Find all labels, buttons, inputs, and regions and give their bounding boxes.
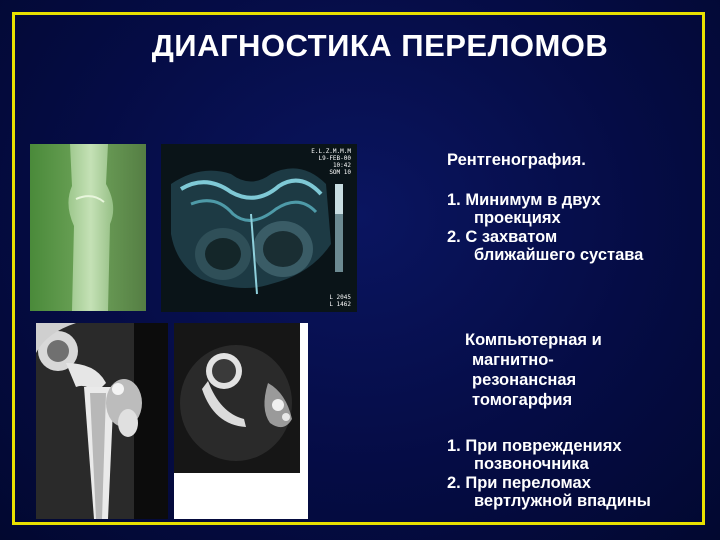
item-line: 2. С захватом (447, 228, 558, 246)
mri-label: L 2045 (329, 294, 351, 301)
tomography-section (455, 330, 602, 410)
tomography-heading-line: магнитно- (472, 351, 554, 369)
item-line: 2. При переломах (447, 474, 591, 492)
item-line: вертлужной впадины (474, 492, 651, 510)
tomography-item-1 (447, 436, 651, 473)
mri-label: L 1462 (329, 301, 351, 308)
radiography-item-2 (447, 227, 643, 264)
item-line: ближайшего сустава (474, 246, 644, 264)
mri-label: L9-FEB-00 (318, 155, 351, 162)
radiography-section (447, 150, 643, 264)
slide-title: ДИАГНОСТИКА ПЕРЕЛОМОВ (151, 28, 609, 63)
mri-label: SOM 10 (329, 169, 351, 176)
tomography-heading-line: резонансная (472, 371, 577, 389)
bone-xray-image (30, 144, 146, 311)
mri-label: E.L.Z.M.M.M (311, 148, 351, 155)
tomography-items (447, 436, 651, 510)
item-line: 1. Минимум в двух (447, 191, 601, 209)
tomography-heading-line: томогарфия (472, 391, 573, 409)
mri-label: 10:42 (332, 162, 351, 169)
item-line: проекциях (474, 209, 561, 227)
ct-scan-image (174, 323, 308, 519)
item-line: 1. При повреждениях (447, 437, 622, 455)
hip-xray-image (36, 323, 168, 519)
tomography-heading-line: Компьютерная и (465, 331, 602, 349)
mri-overlay-bottom (329, 294, 351, 308)
tomography-item-2 (447, 473, 651, 510)
mri-scan-image (161, 144, 357, 312)
mri-overlay-top (311, 148, 351, 176)
radiography-item-1 (447, 190, 643, 227)
radiography-heading: Рентгенография. (447, 151, 586, 169)
item-line: позвоночника (474, 455, 589, 473)
